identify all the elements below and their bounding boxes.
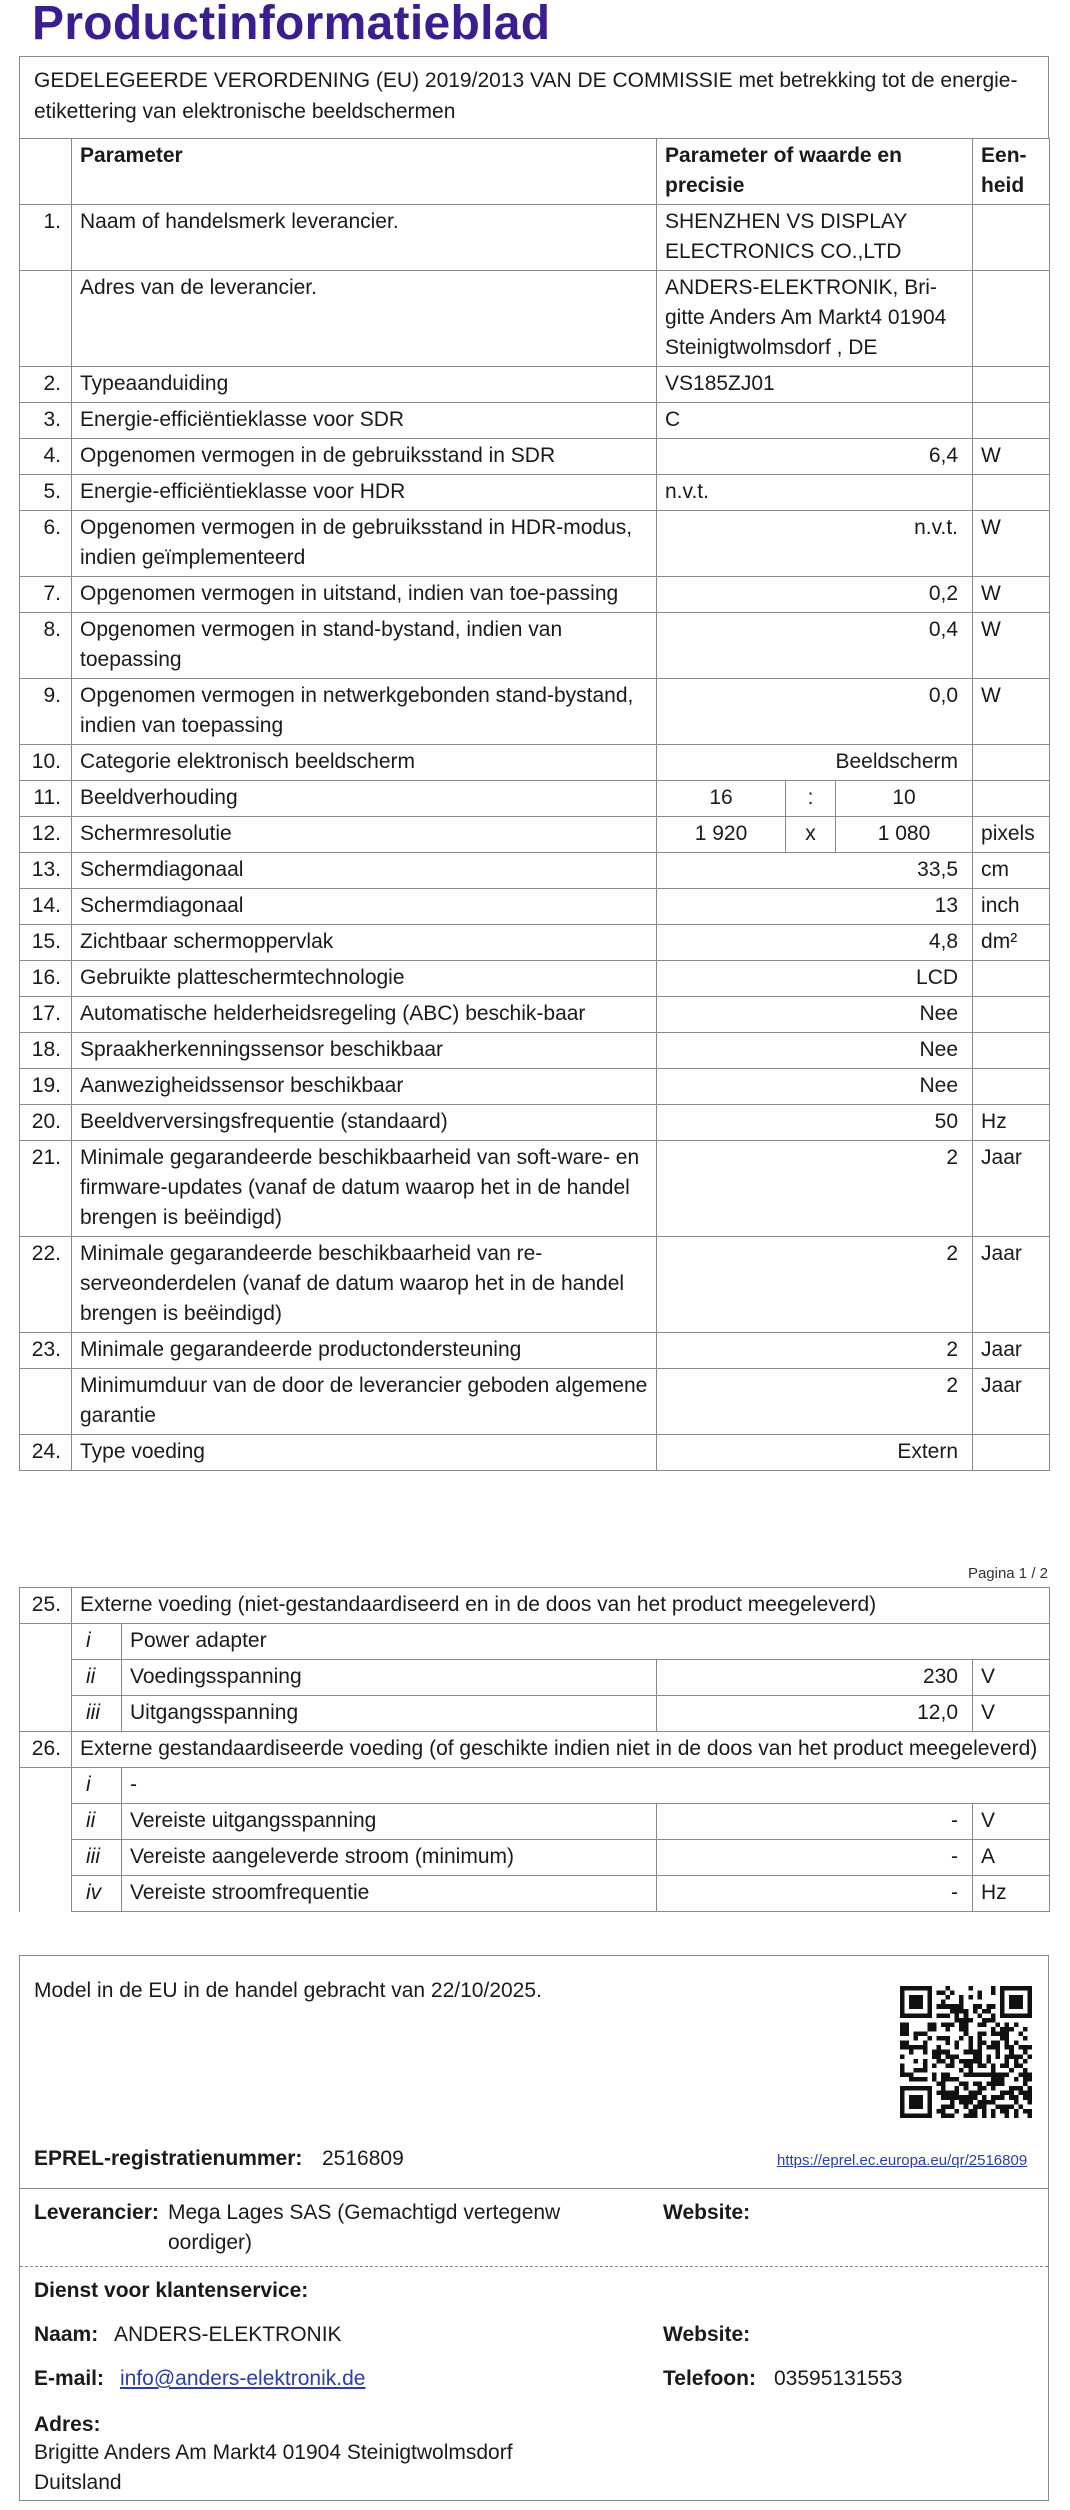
- row-unit: Jaar: [973, 1333, 1050, 1369]
- row-number: 13.: [20, 853, 72, 889]
- row-unit: W: [973, 439, 1050, 475]
- sub-row: [20, 1768, 1050, 1804]
- row-value: n.v.t.: [657, 475, 973, 511]
- table-row: [20, 475, 1050, 511]
- row-value: Nee: [657, 1069, 973, 1105]
- indent-cell: [20, 1840, 72, 1876]
- sub-roman: ii: [72, 1660, 122, 1696]
- row-value: 0,0: [657, 679, 973, 745]
- row-value: 0,2: [657, 577, 973, 613]
- row-unit: Jaar: [973, 1141, 1050, 1237]
- supplier-name: Mega Lages SAS (Gemachtigd vertegenw oordiger): [168, 2201, 561, 2254]
- sub-parameter: Vereiste aangeleverde stroom (minimum): [122, 1840, 657, 1876]
- row-value: SHENZHEN VS DISPLAY ELECTRONICS CO.,LTD: [657, 205, 973, 271]
- row-unit: [973, 781, 1050, 817]
- row-parameter: Aanwezigheidssensor beschikbaar: [72, 1069, 657, 1105]
- address-label: Adres:: [34, 2413, 101, 2436]
- table-row: [20, 1069, 1050, 1105]
- row-parameter: Gebruikte platteschermtechnologie: [72, 961, 657, 997]
- sub-row: [20, 1660, 1050, 1696]
- table-row: [20, 1237, 1050, 1333]
- eprel-label: EPREL-registratienummer:: [34, 2147, 303, 2170]
- indent-cell: [20, 1660, 72, 1696]
- row-number: [20, 271, 72, 367]
- row-number: 6.: [20, 511, 72, 577]
- phone-number: 03595131553: [774, 2367, 903, 2390]
- row-value: n.v.t.: [657, 511, 973, 577]
- row-unit: Jaar: [973, 1369, 1050, 1435]
- row-parameter: Minimale gegarandeerde beschikbaarheid van soft-ware- en firmware-updates (vanaf de datum waarop het in de handel brengen is beëindigd): [72, 1141, 657, 1237]
- row-number: 11.: [20, 781, 72, 817]
- page-title: Productinformatieblad: [32, 0, 551, 50]
- row-parameter: Opgenomen vermogen in stand-bystand, indien van toepassing: [72, 613, 657, 679]
- table-row: [20, 1141, 1050, 1237]
- row-parameter: Schermdiagonaal: [72, 853, 657, 889]
- row-unit: dm²: [973, 925, 1050, 961]
- row-number: 4.: [20, 439, 72, 475]
- table-row: [20, 205, 1050, 271]
- sub-row: [20, 1624, 1050, 1660]
- row-number: 10.: [20, 745, 72, 781]
- section-number: 26.: [20, 1732, 72, 1768]
- row-unit: [973, 1435, 1050, 1471]
- row-number: 18.: [20, 1033, 72, 1069]
- sub-row: [20, 1804, 1050, 1840]
- indent-cell: [20, 1768, 72, 1804]
- table-row: [20, 403, 1050, 439]
- row-parameter: Energie-efficiëntieklasse voor SDR: [72, 403, 657, 439]
- row-number: 19.: [20, 1069, 72, 1105]
- row-parameter: Energie-efficiëntieklasse voor HDR: [72, 475, 657, 511]
- address-line-2: Duitsland: [34, 2471, 122, 2494]
- table-row: [20, 1105, 1050, 1141]
- row-unit: cm: [973, 853, 1050, 889]
- header-value: Parameter of waarde en precisie: [657, 139, 973, 205]
- table-row: [20, 367, 1050, 403]
- row-value: C: [657, 403, 973, 439]
- table-row: [20, 577, 1050, 613]
- row-unit: [973, 745, 1050, 781]
- service-website-label: Website:: [663, 2323, 751, 2346]
- row-unit: inch: [973, 889, 1050, 925]
- row-parameter: Zichtbaar schermoppervlak: [72, 925, 657, 961]
- row-value: Nee: [657, 1033, 973, 1069]
- row-parameter: Naam of handelsmerk leverancier.: [72, 205, 657, 271]
- indent-cell: [20, 1876, 72, 1912]
- indent-cell: [20, 1624, 72, 1660]
- row-parameter: Automatische helderheidsregeling (ABC) beschik-baar: [72, 997, 657, 1033]
- sub-roman: iii: [72, 1696, 122, 1732]
- table-row: [20, 613, 1050, 679]
- row-parameter: Beeldverversingsfrequentie (standaard): [72, 1105, 657, 1141]
- row-value-b: 10: [836, 781, 973, 817]
- supplier-footer: [19, 1955, 1049, 2501]
- sub-parameter: Vereiste stroomfrequentie: [122, 1876, 657, 1912]
- table-row: [20, 1369, 1050, 1435]
- table-row: [20, 679, 1050, 745]
- supplier-label: Leverancier:: [34, 2201, 159, 2224]
- row-number: 24.: [20, 1435, 72, 1471]
- row-number: 16.: [20, 961, 72, 997]
- row-parameter: Type voeding: [72, 1435, 657, 1471]
- row-value: 2: [657, 1237, 973, 1333]
- row-parameter: Opgenomen vermogen in netwerkgebonden stand-bystand, indien van toepassing: [72, 679, 657, 745]
- row-parameter: Categorie elektronisch beeldscherm: [72, 745, 657, 781]
- row-value: 2: [657, 1333, 973, 1369]
- row-value: Beeldscherm: [657, 745, 973, 781]
- row-unit: [973, 367, 1050, 403]
- table-row: [20, 889, 1050, 925]
- email-link[interactable]: info@anders-elektronik.de: [120, 2367, 366, 2390]
- sub-parameter: Power adapter: [122, 1624, 1050, 1660]
- sub-row: [20, 1696, 1050, 1732]
- indent-cell: [20, 1804, 72, 1840]
- row-unit: W: [973, 613, 1050, 679]
- row-unit: [973, 997, 1050, 1033]
- sub-parameter: -: [122, 1768, 1050, 1804]
- row-value: 50: [657, 1105, 973, 1141]
- sub-value: 230: [657, 1660, 973, 1696]
- row-unit: W: [973, 577, 1050, 613]
- table-row: [20, 439, 1050, 475]
- parameter-table: [19, 138, 1050, 1471]
- row-number: 17.: [20, 997, 72, 1033]
- row-separator: x: [786, 817, 836, 853]
- row-number: 5.: [20, 475, 72, 511]
- row-number: 7.: [20, 577, 72, 613]
- row-number: 8.: [20, 613, 72, 679]
- row-parameter: Beeldverhouding: [72, 781, 657, 817]
- table-row: [20, 925, 1050, 961]
- sub-roman: i: [72, 1768, 122, 1804]
- section-row: [20, 1588, 1050, 1624]
- section-number: 25.: [20, 1588, 72, 1624]
- row-value-a: 1 920: [657, 817, 786, 853]
- row-unit: [973, 1069, 1050, 1105]
- supplier-website-label: Website:: [663, 2201, 751, 2224]
- sub-value: -: [657, 1804, 973, 1840]
- sub-value: -: [657, 1840, 973, 1876]
- service-name: ANDERS-ELEKTRONIK: [114, 2323, 342, 2346]
- row-unit: Jaar: [973, 1237, 1050, 1333]
- row-value-a: 16: [657, 781, 786, 817]
- row-number: 14.: [20, 889, 72, 925]
- row-parameter: Adres van de leverancier.: [72, 271, 657, 367]
- header-num: [20, 139, 72, 205]
- sub-roman: i: [72, 1624, 122, 1660]
- row-number: 22.: [20, 1237, 72, 1333]
- row-number: 15.: [20, 925, 72, 961]
- sub-row: [20, 1840, 1050, 1876]
- table-row: [20, 1435, 1050, 1471]
- row-separator: :: [786, 781, 836, 817]
- table-row: [20, 781, 1050, 817]
- row-parameter: Minimale gegarandeerde productondersteuning: [72, 1333, 657, 1369]
- row-value: 2: [657, 1369, 973, 1435]
- row-parameter: Typeaanduiding: [72, 367, 657, 403]
- table-row: [20, 1333, 1050, 1369]
- row-number: 3.: [20, 403, 72, 439]
- row-unit: Hz: [973, 1105, 1050, 1141]
- sub-unit: A: [973, 1840, 1050, 1876]
- row-value: 4,8: [657, 925, 973, 961]
- sub-roman: iv: [72, 1876, 122, 1912]
- row-number: 1.: [20, 205, 72, 271]
- section-title: Externe gestandaardiseerde voeding (of geschikte indien niet in de doos van het product meegeleverd): [72, 1732, 1050, 1768]
- indent-cell: [20, 1696, 72, 1732]
- row-value: 0,4: [657, 613, 973, 679]
- table-header-row: [20, 139, 1050, 205]
- sub-unit: Hz: [973, 1876, 1050, 1912]
- row-parameter: Opgenomen vermogen in de gebruiksstand in HDR-modus, indien geïmplementeerd: [72, 511, 657, 577]
- sub-unit: V: [973, 1804, 1050, 1840]
- row-value: 13: [657, 889, 973, 925]
- row-number: [20, 1369, 72, 1435]
- sub-row: [20, 1876, 1050, 1912]
- table-row: [20, 511, 1050, 577]
- row-unit: [973, 961, 1050, 997]
- row-number: 20.: [20, 1105, 72, 1141]
- row-parameter: Schermdiagonaal: [72, 889, 657, 925]
- eprel-link[interactable]: https://eprel.ec.europa.eu/qr/2516809: [777, 2152, 1028, 2169]
- sub-roman: iii: [72, 1840, 122, 1876]
- sub-parameter: Voedingsspanning: [122, 1660, 657, 1696]
- row-unit: W: [973, 679, 1050, 745]
- header-parameter: Parameter: [72, 139, 657, 205]
- model-date: Model in de EU in de handel gebracht van 22/10/2025.: [34, 1979, 542, 2002]
- row-value: Nee: [657, 997, 973, 1033]
- sub-value: 12,0: [657, 1696, 973, 1732]
- row-value: LCD: [657, 961, 973, 997]
- row-parameter: Opgenomen vermogen in uitstand, indien van toe-passing: [72, 577, 657, 613]
- row-value: 6,4: [657, 439, 973, 475]
- row-parameter: Opgenomen vermogen in de gebruiksstand in SDR: [72, 439, 657, 475]
- section-row: [20, 1732, 1050, 1768]
- power-supply-table: [19, 1587, 1050, 1912]
- sub-value: -: [657, 1876, 973, 1912]
- name-label: Naam:: [34, 2323, 99, 2346]
- row-parameter: Minimumduur van de door de leverancier geboden algemene garantie: [72, 1369, 657, 1435]
- row-value: 33,5: [657, 853, 973, 889]
- row-unit: W: [973, 511, 1050, 577]
- table-row: [20, 961, 1050, 997]
- row-parameter: Minimale gegarandeerde beschikbaarheid van re-serveonderdelen (vanaf de datum waarop het in de handel brengen is beëindigd): [72, 1237, 657, 1333]
- table-row: [20, 997, 1050, 1033]
- sub-parameter: Uitgangsspanning: [122, 1696, 657, 1732]
- row-number: 9.: [20, 679, 72, 745]
- row-value: ANDERS-ELEKTRONIK, Bri-gitte Anders Am Markt4 01904 Steinigtwolmsdorf , DE: [657, 271, 973, 367]
- section-title: Externe voeding (niet-gestandaardiseerd en in de doos van het product meegeleverd): [72, 1588, 1050, 1624]
- email-label: E-mail:: [34, 2367, 105, 2390]
- row-value: 2: [657, 1141, 973, 1237]
- row-number: 12.: [20, 817, 72, 853]
- table-row: [20, 817, 1050, 853]
- address-line-1: Brigitte Anders Am Markt4 01904 Steinigtwolmsdorf: [34, 2441, 513, 2464]
- row-number: 21.: [20, 1141, 72, 1237]
- sub-roman: ii: [72, 1804, 122, 1840]
- row-parameter: Schermresolutie: [72, 817, 657, 853]
- header-unit: Een-heid: [973, 139, 1050, 205]
- sub-parameter: Vereiste uitgangsspanning: [122, 1804, 657, 1840]
- row-unit: [973, 271, 1050, 367]
- row-unit: pixels: [973, 817, 1050, 853]
- row-unit: [973, 1033, 1050, 1069]
- table-row: [20, 745, 1050, 781]
- page-number: Pagina 1 / 2: [967, 1565, 1048, 1582]
- table-row: [20, 1033, 1050, 1069]
- row-value-b: 1 080: [836, 817, 973, 853]
- sub-unit: V: [973, 1660, 1050, 1696]
- table-row: [20, 271, 1050, 367]
- row-number: 2.: [20, 367, 72, 403]
- qr-code-icon[interactable]: [900, 1986, 1032, 2118]
- row-unit: [973, 475, 1050, 511]
- phone-label: Telefoon:: [663, 2367, 756, 2390]
- eprel-number: 2516809: [322, 2147, 404, 2170]
- sub-unit: V: [973, 1696, 1050, 1732]
- table-row: [20, 853, 1050, 889]
- service-heading: Dienst voor klantenservice:: [34, 2279, 309, 2302]
- row-value: Extern: [657, 1435, 973, 1471]
- intro-text: GEDELEGEERDE VERORDENING (EU) 2019/2013 VAN DE COMMISSIE met betrekking tot de energie-etikettering van elektronische beeldschermen: [19, 56, 1049, 138]
- row-number: 23.: [20, 1333, 72, 1369]
- row-parameter: Spraakherkenningssensor beschikbaar: [72, 1033, 657, 1069]
- row-unit: [973, 205, 1050, 271]
- row-value: VS185ZJ01: [657, 367, 973, 403]
- row-unit: [973, 403, 1050, 439]
